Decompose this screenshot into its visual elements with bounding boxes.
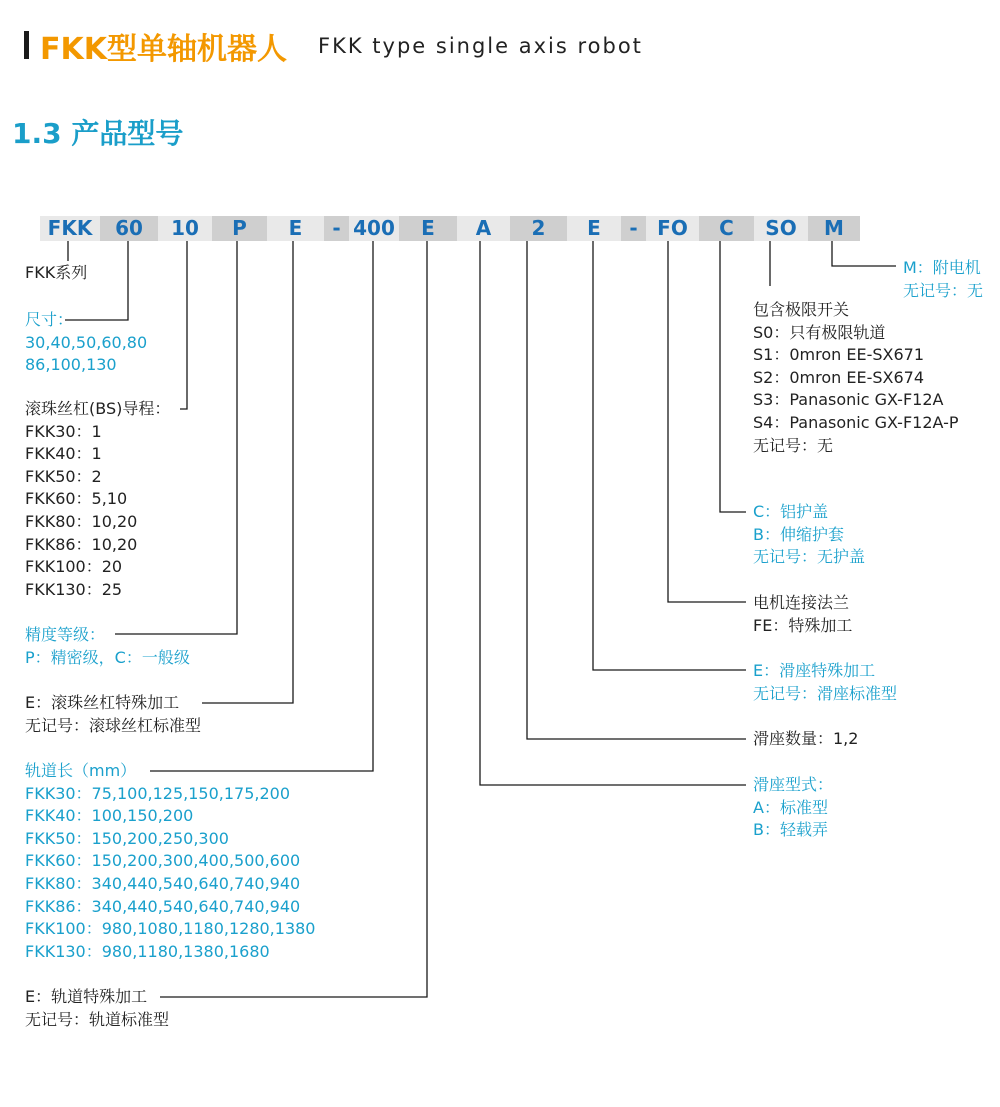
- annotation-slider-count: 滑座数量：1,2: [753, 729, 859, 748]
- connector-lead: [180, 241, 187, 409]
- page-title-english: FKK type single axis robot: [318, 34, 643, 58]
- connector-slider-type: [480, 241, 746, 785]
- annotation-slider-special: E：滑座特殊加工 无记号：滑座标准型: [753, 661, 898, 703]
- code-segment-cover: C: [699, 216, 754, 241]
- annotation-precision: 精度等级： P：精密级，C：一般级: [25, 625, 190, 667]
- code-segment-precision: P: [212, 216, 267, 241]
- code-segment-rail-length: 400: [349, 216, 399, 241]
- code-segment-lead: 10: [158, 216, 212, 241]
- code-segment-dash: -: [621, 216, 646, 241]
- connector-slider-special: [593, 241, 746, 670]
- connector-motor: [832, 241, 896, 266]
- connector-slider-count: [527, 241, 746, 739]
- annotation-flange: 电机连接法兰 FE：特殊加工: [753, 593, 853, 635]
- annotation-rail-length: 轨道长（mm） FKK30：75,100,125,150,175,200 FKK40：100,150,200 FKK50：150,200,250,300 FKK60：150,200,300,400,500,600 FKK80：340,440,540,640,740,940 FKK86：340,440,540,640,740,940 FKK100：980,1080,1180,1280,1380 FKK130：980,1180,1380,1680: [25, 761, 316, 961]
- annotation-screw-special: E：滚珠丝杠特殊加工 无记号：滚球丝杠标准型: [25, 693, 202, 735]
- code-segment-series: FKK: [40, 216, 100, 241]
- code-segment-motor: M: [808, 216, 860, 241]
- annotation-size: 尺寸： 30,40,50,60,80 86,100,130: [25, 310, 148, 375]
- code-segment-slider-special: E: [567, 216, 621, 241]
- annotation-limit-switch: 包含极限开关 S0：只有极限轨道 S1：0mron EE-SX671 S2：0mron EE-SX674 S3：Panasonic GX-F12A S4：Panasonic GX-F12A-P 无记号：无: [753, 300, 959, 455]
- annotation-lead: 滚珠丝杠(BS)导程： FKK30：1 FKK40：1 FKK50：2 FKK60：5,10 FKK80：10,20 FKK86：10,20 FKK100：20 FKK130：25: [25, 399, 171, 599]
- code-segment-limit-switch: SO: [754, 216, 808, 241]
- section-title: 1.3 产品型号: [12, 117, 184, 150]
- annotation-slider-type: 滑座型式： A：标准型 B：轻载弄: [753, 775, 834, 840]
- annotation-rail-special: E：轨道特殊加工 无记号：轨道标准型: [25, 987, 170, 1029]
- annotation-cover: C：铝护盖 B：伸缩护套 无记号：无护盖: [753, 502, 866, 567]
- page-title: FKK型单轴机器人: [40, 32, 287, 67]
- code-segment-dash: -: [324, 216, 349, 241]
- code-segment-size: 60: [100, 216, 158, 241]
- connector-flange: [668, 241, 746, 602]
- code-segment-slider-count: 2: [510, 216, 567, 241]
- annotation-series: FKK系列: [25, 263, 88, 282]
- annotation-motor: M：附电机 无记号：无: [903, 258, 984, 300]
- code-segment-flange: FO: [646, 216, 699, 241]
- connector-cover: [720, 241, 746, 512]
- code-segment-screw-special: E: [267, 216, 324, 241]
- code-segment-rail-special: E: [399, 216, 457, 241]
- code-segment-slider-type: A: [457, 216, 510, 241]
